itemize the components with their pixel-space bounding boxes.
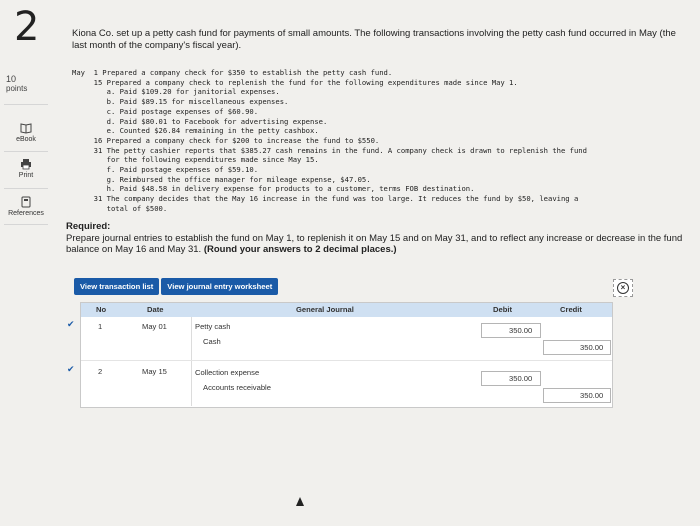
header-debit: Debit bbox=[493, 305, 512, 314]
x-circle-icon: × bbox=[617, 282, 629, 294]
sidebar-item-label: Print bbox=[18, 172, 34, 179]
row-date: May 01 bbox=[142, 322, 167, 331]
sidebar-item-ebook[interactable] bbox=[4, 122, 48, 143]
edit-check-icon[interactable]: ✔ bbox=[67, 319, 75, 329]
sidebar-divider bbox=[4, 104, 48, 105]
debit-amount: 350.00 bbox=[509, 326, 533, 335]
transaction-line: 31 The petty cashier reports that $385.27 cash remains in the fund. A company check is drawn to replenish the fund bbox=[72, 145, 587, 155]
transaction-list bbox=[72, 68, 682, 214]
sidebar-item-label: eBook bbox=[16, 136, 36, 143]
journal-table bbox=[67, 302, 613, 408]
debit-account: Petty cash bbox=[195, 322, 231, 331]
sidebar-divider bbox=[4, 224, 48, 225]
transaction-line: a. Paid $109.20 for janitorial expenses. bbox=[72, 87, 280, 97]
header-no: No bbox=[96, 305, 107, 314]
points-label: points bbox=[6, 84, 28, 93]
row-number: 2 bbox=[98, 367, 103, 376]
transaction-line: g. Reimbursed the office manager for mileage expense, $47.05. bbox=[72, 174, 371, 184]
references-icon bbox=[20, 196, 32, 208]
required-text: Prepare journal entries to establish the fund on May 1, to replenish it on May 15 and on May 31, and to reflect any increase or decrease in the fund balance on May 16 and May 31. bbox=[66, 232, 683, 255]
row-date: May 15 bbox=[142, 367, 167, 376]
transaction-line: 31 The company decides that the May 16 increase in the fund was too large. It reduces the fund by $50, leaving a bbox=[72, 194, 579, 204]
sidebar-divider bbox=[4, 151, 48, 152]
required-heading: Required: bbox=[66, 221, 111, 232]
transaction-line: c. Paid postage expenses of $60.90. bbox=[72, 106, 259, 116]
required-section bbox=[66, 221, 686, 256]
transaction-line: 15 Prepared a company check to replenish the fund for the following expenditures made since May 1. bbox=[72, 77, 518, 87]
question-number: 2 bbox=[14, 4, 40, 50]
debit-amount: 350.00 bbox=[509, 374, 533, 383]
transaction-line: d. Paid $80.01 to Facebook for advertising expense. bbox=[72, 116, 328, 126]
transaction-line: h. Paid $48.58 in delivery expense for products to a customer, terms FOB destination. bbox=[72, 184, 475, 194]
sidebar-item-print[interactable] bbox=[4, 158, 48, 179]
credit-account: Accounts receivable bbox=[203, 383, 271, 392]
edit-check-icon[interactable]: ✔ bbox=[67, 364, 75, 374]
table-header bbox=[81, 303, 612, 317]
points-value: 10 bbox=[6, 74, 17, 84]
row-number: 1 bbox=[98, 322, 103, 331]
problem-statement: Kiona Co. set up a petty cash fund for payments of small amounts. The following transactions involving the petty cash fund occurred in May (the last month of the company's fiscal year). bbox=[72, 28, 676, 51]
debit-account: Collection expense bbox=[195, 368, 260, 377]
transaction-line: total of $500. bbox=[72, 203, 168, 213]
points-indicator bbox=[6, 74, 27, 94]
view-transaction-list-button[interactable]: View transaction list bbox=[74, 278, 159, 295]
credit-account: Cash bbox=[203, 337, 221, 346]
sidebar-divider bbox=[4, 188, 48, 189]
transaction-line: b. Paid $89.15 for miscellaneous expenses. bbox=[72, 97, 289, 107]
row-divider bbox=[81, 360, 612, 361]
header-credit: Credit bbox=[560, 305, 582, 314]
sidebar-item-label: References bbox=[8, 210, 44, 217]
transaction-line: May 1 Prepared a company check for $350 to establish the petty cash fund. bbox=[72, 68, 393, 77]
view-journal-worksheet-button[interactable]: View journal entry worksheet bbox=[161, 278, 278, 295]
debit-account-cell[interactable] bbox=[191, 319, 482, 334]
mouse-cursor-icon bbox=[296, 497, 304, 506]
header-date: Date bbox=[147, 305, 164, 314]
column-divider bbox=[191, 317, 192, 406]
close-button[interactable] bbox=[613, 279, 633, 297]
transaction-line: f. Paid postage expenses of $59.10. bbox=[72, 165, 259, 175]
printer-icon bbox=[20, 158, 32, 170]
sidebar-item-references[interactable] bbox=[4, 196, 48, 217]
transaction-line: e. Counted $26.84 remaining in the petty cashbox. bbox=[72, 126, 319, 136]
worksheet-tabs bbox=[74, 276, 280, 295]
header-general-journal: General Journal bbox=[296, 305, 354, 314]
transaction-line: 16 Prepared a company check for $200 to increase the fund to $550. bbox=[72, 135, 380, 145]
rounding-instruction: (Round your answers to 2 decimal places.) bbox=[203, 244, 397, 255]
book-icon bbox=[20, 122, 32, 134]
credit-amount: 350.00 bbox=[580, 391, 604, 400]
transaction-line: for the following expenditures made since May 15. bbox=[72, 155, 319, 165]
credit-amount: 350.00 bbox=[580, 343, 604, 352]
